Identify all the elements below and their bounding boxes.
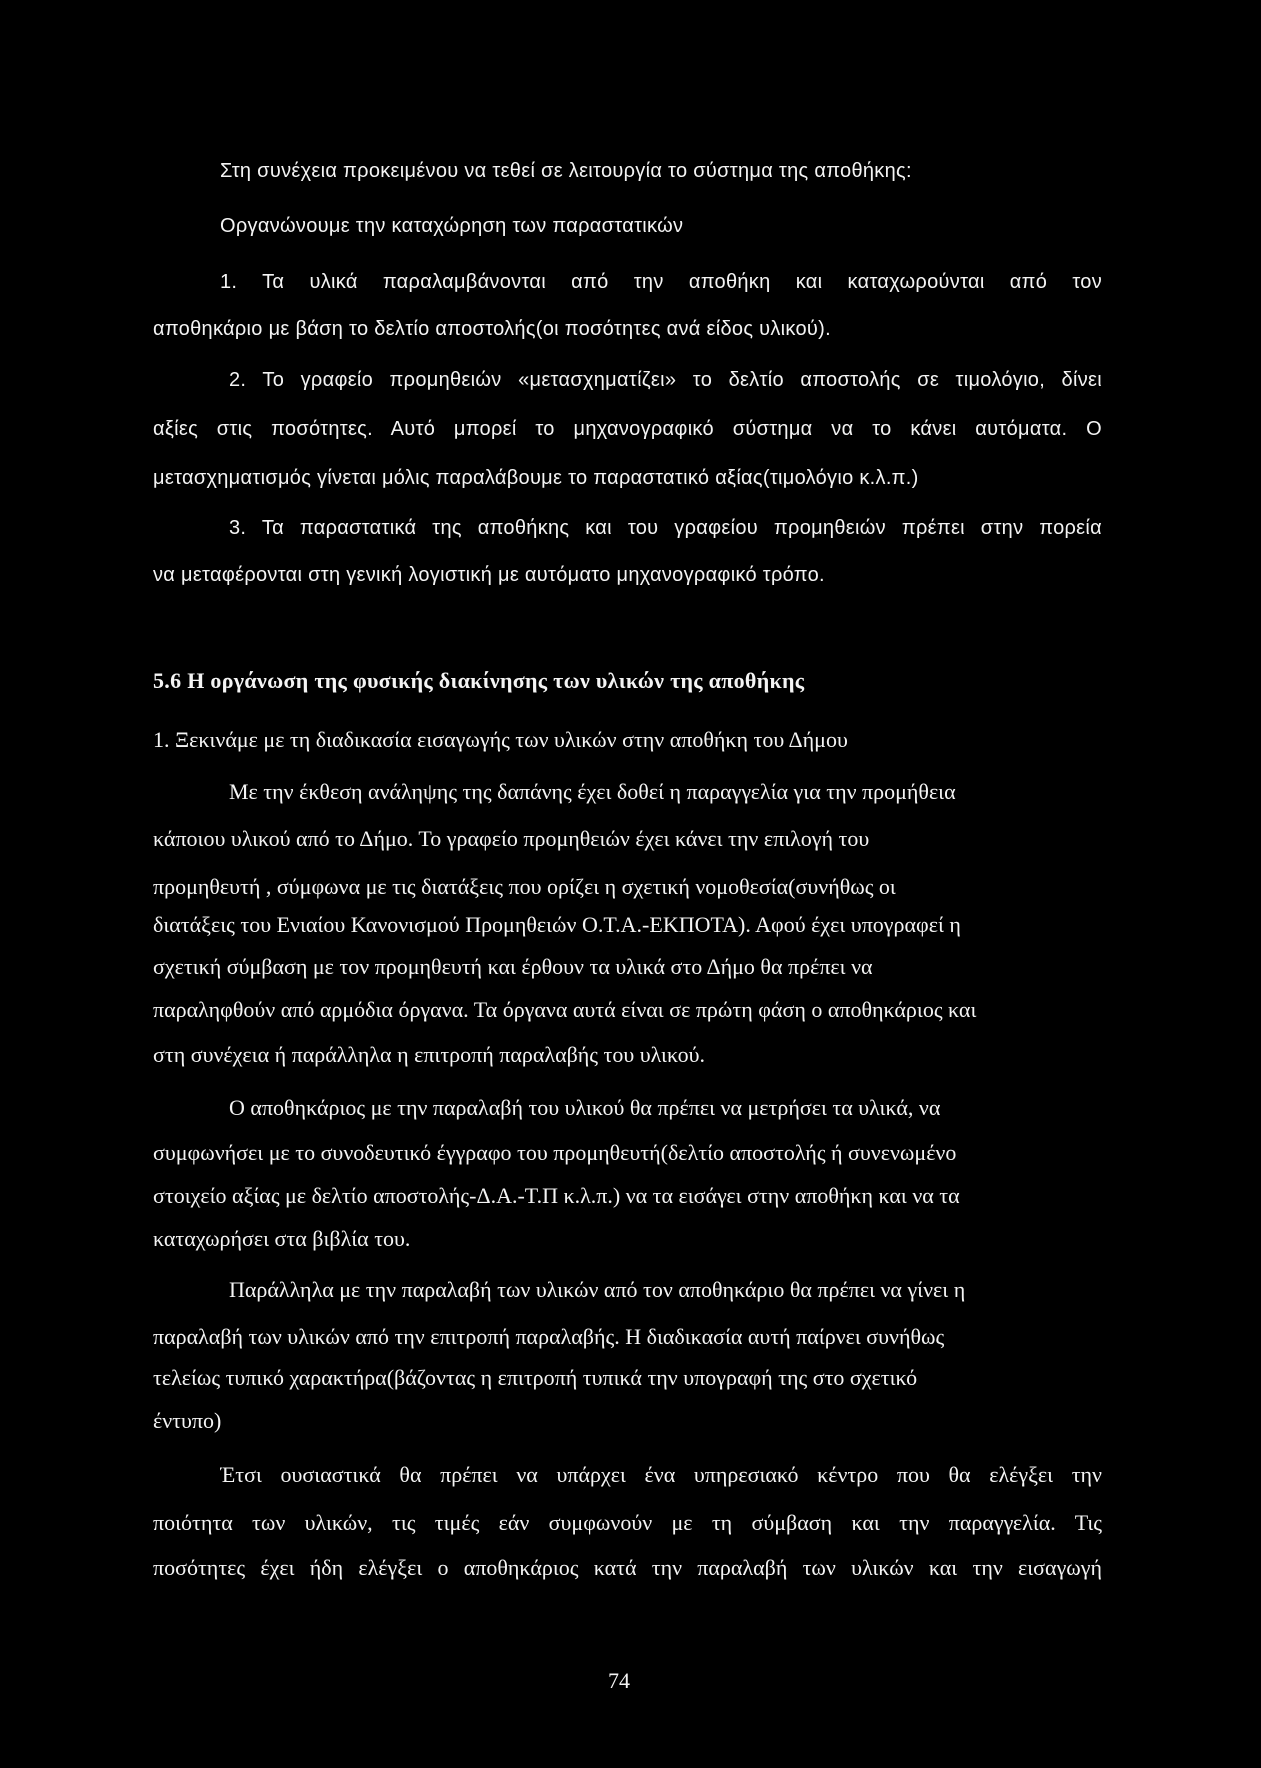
text-line: Ο αποθηκάριος με την παραλαβή του υλικού θα πρέπει να μετρήσει τα υλικά, να (229, 1095, 941, 1120)
text-line: στοιχείο αξίας με δελτίο αποστολής-Δ.Α.-Τ.Π κ.λ.π.) να τα εισάγει στην αποθήκη και να τα (153, 1183, 960, 1208)
text-line: συμφωνήσει με το συνοδευτικό έγγραφο του προμηθευτή(δελτίο αποστολής ή συνενωμένο (153, 1140, 957, 1165)
text-line: αποθηκάριο με βάση το δελτίο αποστολής(οι ποσότητες ανά είδος υλικού). (153, 318, 831, 340)
text-line: σχετική σύμβαση με τον προμηθευτή και έρθουν τα υλικά στο Δήμο θα πρέπει να (153, 954, 873, 979)
page-number: 74 (608, 1668, 630, 1693)
text-line: κάποιου υλικού από το Δήμο. Το γραφείο προμηθειών έχει κάνει την επιλογή του (153, 826, 870, 851)
text-line: προμηθευτή , σύμφωνα με τις διατάξεις που ορίζει η σχετική νομοθεσία(συνήθως οι (153, 874, 896, 899)
text-line: καταχωρήσει στα βιβλία του. (153, 1226, 411, 1251)
text-line: Στη συνέχεια προκειμένου να τεθεί σε λειτουργία το σύστημα της αποθήκης: (220, 160, 912, 182)
text-line: Οργανώνουμε την καταχώρηση των παραστατικών (220, 215, 684, 237)
text-line: 3. Τα παραστατικά της αποθήκης και του γραφείου προμηθειών πρέπει στην πορεία (229, 517, 1102, 539)
text-line: 2. Το γραφείο προμηθειών «μετασχηματίζει» το δελτίο αποστολής σε τιμολόγιο, δίνει (229, 369, 1102, 391)
text-line: Παράλληλα με την παραλαβή των υλικών από τον αποθηκάριο θα πρέπει να γίνει η (229, 1277, 966, 1302)
text-line: 1. Ξεκινάμε με τη διαδικασία εισαγωγής των υλικών στην αποθήκη του Δήμου (153, 727, 848, 752)
text-line: στη συνέχεια ή παράλληλα η επιτροπή παραλαβής του υλικού. (153, 1042, 705, 1067)
text-line: παραλαβή των υλικών από την επιτροπή παραλαβής. Η διαδικασία αυτή παίρνει συνήθως (153, 1324, 945, 1349)
section-heading: 5.6 Η οργάνωση της φυσικής διακίνησης των υλικών της αποθήκης (153, 668, 805, 693)
text-line: 1. Τα υλικά παραλαμβάνονται από την αποθήκη και καταχωρούνται από τον (220, 271, 1102, 293)
text-line: Έτσι ουσιαστικά θα πρέπει να υπάρχει ένα υπηρεσιακό κέντρο που θα ελέγξει την (220, 1462, 1102, 1487)
text-line: μετασχηματισμός γίνεται μόλις παραλάβουμε το παραστατικό αξίας(τιμολόγιο κ.λ.π.) (153, 467, 919, 489)
text-line: ποσότητες έχει ήδη ελέγξει ο αποθηκάριος κατά την παραλαβή των υλικών και την εισαγωγή (153, 1555, 1102, 1580)
text-line: αξίες στις ποσότητες. Αυτό μπορεί το μηχανογραφικό σύστημα να το κάνει αυτόματα. Ο (153, 418, 1102, 440)
text-line: ποιότητα των υλικών, τις τιμές εάν συμφωνούν με τη σύμβαση και την παραγγελία. Τις (153, 1510, 1102, 1535)
text-line: να μεταφέρονται στη γενική λογιστική με αυτόματο μηχανογραφικό τρόπο. (153, 564, 825, 586)
text-line: έντυπο) (153, 1408, 222, 1433)
text-line: Με την έκθεση ανάληψης της δαπάνης έχει δοθεί η παραγγελία για την προμήθεια (229, 779, 956, 804)
text-line: παραληφθούν από αρμόδια όργανα. Τα όργανα αυτά είναι σε πρώτη φάση ο αποθηκάριος και (153, 997, 977, 1022)
text-line: διατάξεις του Ενιαίου Κανονισμού Προμηθειών Ο.Τ.Α.-ΕΚΠΟΤΑ). Αφού έχει υπογραφεί η (153, 912, 961, 937)
text-line: τελείως τυπικό χαρακτήρα(βάζοντας η επιτροπή τυπικά την υπογραφή της στο σχετικό (153, 1365, 918, 1390)
